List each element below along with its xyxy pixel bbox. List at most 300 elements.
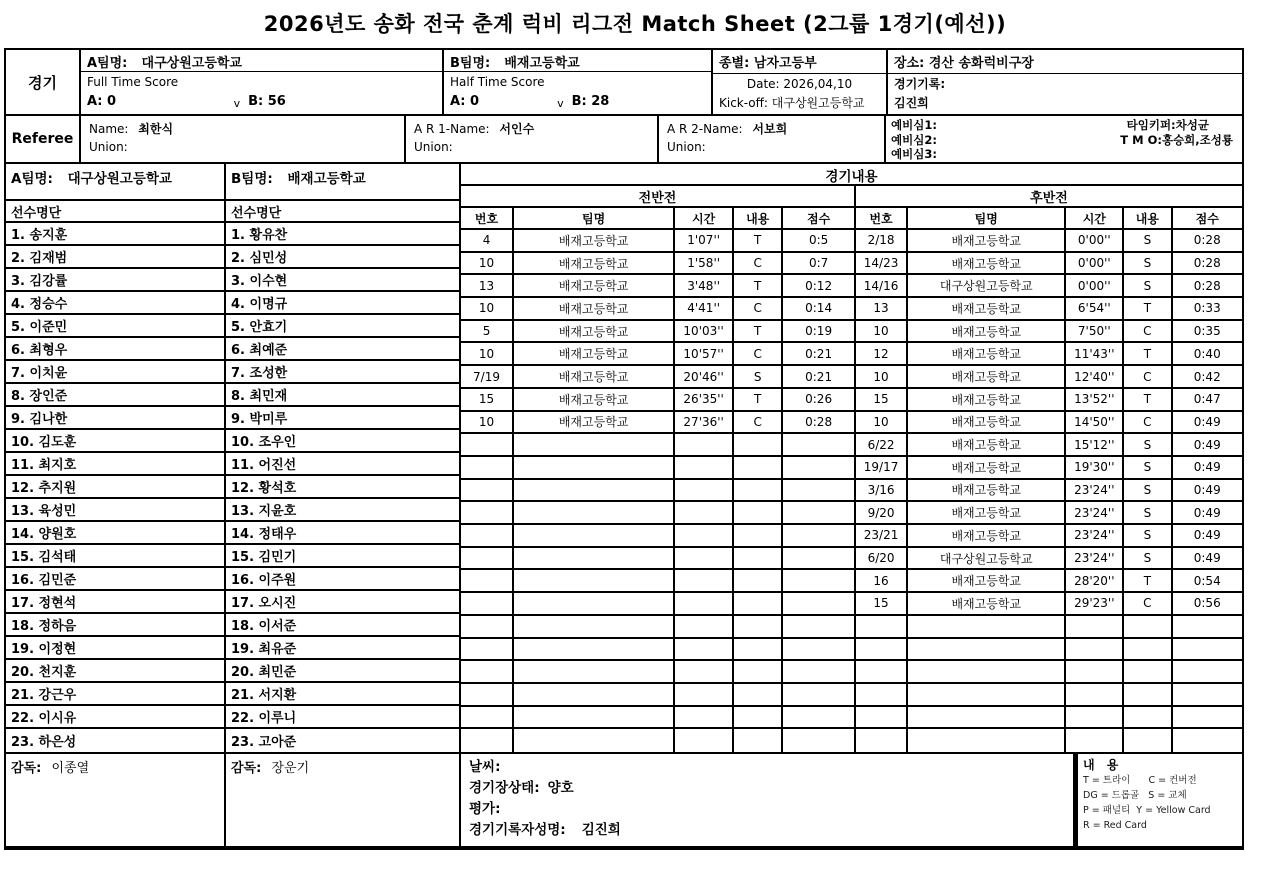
ar1-union-label: Union: [414,140,453,154]
full-time-score [87,92,436,113]
match-event-cell [783,570,854,591]
match-event-row [461,502,854,525]
match-event-cell [514,707,675,728]
half-time-a: A: 0 [450,94,480,109]
match-event-cell [461,548,514,569]
match-event-cell: 0:47 [1193,392,1221,407]
evaluation-line: 평가: [469,801,501,817]
match-event-row [461,230,854,253]
match-event-cell: 0:54 [1193,573,1221,588]
match-event-cell [1173,639,1242,660]
match-event-cell: T [734,275,783,296]
match-event-cell: 10'03'' [675,321,734,342]
roster-team-a [6,164,226,752]
match-event-cell: 4'41'' [675,298,734,319]
match-event-cell: 27'36'' [675,412,734,433]
match-event-cell: 29'23'' [1066,593,1124,614]
match-event-cell: 2/18 [856,230,908,251]
match-event-cell [1066,707,1124,728]
player-row: 14. 정태우 [226,522,459,545]
match-event-cell: 10 [461,343,514,364]
match-event-row [461,639,854,662]
match-event-cell [783,684,854,705]
match-event-row [461,616,854,639]
roster-team-b [226,164,461,752]
match-event-cell [675,684,734,705]
field-condition-line [469,778,1065,799]
match-event-cell: 13'52'' [1066,389,1124,410]
match-event-cell: 15 [856,389,908,410]
match-event-cell: 3/16 [856,480,908,501]
match-event-cell: C [734,343,783,364]
coach-a-name: 이종열 [51,761,90,776]
match-event-row [461,253,854,276]
ar2-name: 서보희 [752,122,788,136]
full-time-b: B: 56 [248,94,286,109]
player-row: 22. 이루니 [226,706,459,729]
reserve-ref-3-label: 예비심3: [891,147,937,161]
match-event-cell [856,729,908,752]
match-event-cell [461,570,514,591]
match-event-row [461,707,854,730]
player-row: 4. 정승수 [6,292,224,315]
match-event-cell: 0:42 [1193,369,1221,384]
match-event-cell [461,684,514,705]
match-event-cell [514,548,675,569]
match-event-cell [675,525,734,546]
match-event-cell: 배재고등학교 [514,343,675,364]
match-event-cell: 23'24'' [1066,525,1124,546]
coach-a-label: 감독: [11,761,42,776]
match-event-cell: 대구상원고등학교 [908,548,1066,569]
match-event-cell: 배재고등학교 [908,366,1066,387]
match-event-cell: 0:35 [1193,324,1221,339]
match-event-cell: C [1124,366,1172,387]
match-event-cell: 배재고등학교 [908,298,1066,319]
match-event-cell: 7'50'' [1066,321,1124,342]
reserve-ref-1-label: 예비심1: [891,118,937,132]
match-event-cell [461,729,514,752]
match-event-cell [783,661,854,682]
match-event-row [461,275,854,298]
weather-line: 날씨: [469,759,501,775]
match-event-cell: 10 [461,253,514,274]
match-event-cell [783,457,854,478]
match-event-cell [856,616,908,637]
match-event-cell [908,616,1066,637]
reserve-ref-2-label: 예비심2: [891,132,937,147]
ar2-cell [659,116,886,162]
match-event-row [856,366,1242,389]
coach-b-cell [226,754,461,846]
recorder-block [888,74,1242,114]
player-row: 5. 이준민 [6,315,224,338]
match-event-cell: S [734,366,783,387]
player-row: 19. 이정현 [6,637,224,660]
player-row: 3. 김강률 [6,269,224,292]
match-event-cell: 7/19 [461,366,514,387]
player-row: 3. 이수현 [226,269,459,292]
player-row: 8. 최민재 [226,384,459,407]
player-row: 16. 이주원 [226,568,459,591]
match-event-cell [783,729,854,752]
coach-b-name: 장운기 [271,761,310,776]
page-title: 2026년도 송화 전국 춘계 럭비 리그전 Match Sheet (2그룹 1경기(예선)) [263,12,1007,36]
player-row: 21. 강근우 [6,683,224,706]
match-event-cell: 대구상원고등학교 [908,275,1066,296]
match-event-row [856,321,1242,344]
player-row: 17. 오시진 [226,591,459,614]
player-row: 7. 이치윤 [6,361,224,384]
match-event-cell: 11'43'' [1066,343,1124,364]
reserve-ref-2 [891,133,1237,148]
match-event-cell [461,434,514,455]
match-event-cell [1124,661,1172,682]
match-event-cell [908,707,1066,728]
player-row: 21. 서지환 [226,683,459,706]
match-content-title: 경기내용 [461,164,1242,186]
match-event-cell: 0:28 [1193,278,1221,293]
match-event-cell [1173,661,1242,682]
player-row: 19. 최유준 [226,637,459,660]
player-row: 8. 장인준 [6,384,224,407]
player-row: 17. 정현석 [6,591,224,614]
recorder-signature-line [469,820,1065,841]
match-event-cell: 19/17 [856,457,908,478]
match-event-cell [461,639,514,660]
match-event-cell: C [734,298,783,319]
player-row: 18. 정하음 [6,614,224,637]
roster-b-list-header: 선수명단 [226,201,459,223]
match-event-cell: 14/23 [856,253,908,274]
match-event-cell [734,525,783,546]
legend-lines [1083,773,1237,833]
ar2-label: A R 2-Name: [667,122,743,136]
full-time-score-block [81,72,442,114]
match-event-cell: 배재고등학교 [908,253,1066,274]
match-event-cell [734,457,783,478]
match-event-cell [514,480,675,501]
match-event-cell [461,502,514,523]
player-row: 11. 최지호 [6,453,224,476]
match-event-row [856,253,1242,276]
team-b-name-line [444,50,711,72]
match-event-cell [514,525,675,546]
match-event-cell: T [1124,389,1172,410]
player-row: 20. 천지훈 [6,660,224,683]
player-row: 5. 안효기 [226,315,459,338]
match-event-cell: C [734,412,783,433]
referee-name-label: Name: [89,122,129,136]
first-half-title: 전반전 [461,186,854,208]
match-event-cell: 26'35'' [675,389,734,410]
match-event-row [856,343,1242,366]
match-event-cell [1173,707,1242,728]
ar1-name: 서인수 [499,122,535,136]
full-time-a: A: 0 [87,94,117,109]
match-event-cell: S [1124,275,1172,296]
match-event-cell: S [1124,480,1172,501]
match-event-cell [514,434,675,455]
match-event-cell: 15 [856,593,908,614]
match-event-cell [514,502,675,523]
match-event-cell: 6'54'' [1066,298,1124,319]
match-event-cell: C [734,253,783,274]
roster-b-rows [226,223,459,752]
match-event-cell [1173,729,1242,752]
coach-a-cell [6,754,226,846]
match-event-cell: 배재고등학교 [908,570,1066,591]
team-a-label: A팀명: [87,56,128,71]
match-event-row [461,343,854,366]
match-event-cell: 배재고등학교 [908,389,1066,410]
roster-a-label: A팀명: [11,171,53,187]
match-event-row [856,707,1242,730]
match-event-cell: 9/20 [856,502,908,523]
match-event-cell: 0:26 [805,392,833,407]
match-event-row [856,639,1242,662]
timekeeper: 타임키퍼:차성균 [1126,118,1209,132]
team-b-header-cell [444,50,713,114]
match-event-cell: 14/16 [856,275,908,296]
match-event-cell: 1'58'' [675,253,734,274]
match-event-cell: 15'12'' [1066,434,1124,455]
team-b-label: B팀명: [450,56,491,71]
match-event-cell [514,570,675,591]
match-event-row [461,412,854,435]
col-header-type: 내용 [1124,208,1172,228]
match-event-cell [514,593,675,614]
roster-a-title [6,164,224,201]
match-event-cell [783,434,854,455]
col-header-number: 번호 [856,208,908,228]
match-event-cell: C [1124,593,1172,614]
match-event-cell [675,434,734,455]
match-event-cell [514,639,675,660]
half-time-score [450,92,705,113]
match-event-cell: T [734,389,783,410]
match-event-cell [675,661,734,682]
team-b-name: 배재고등학교 [504,56,580,71]
match-event-cell: 배재고등학교 [908,434,1066,455]
match-event-cell: 배재고등학교 [908,412,1066,433]
match-event-cell [734,434,783,455]
match-event-cell: 0:19 [805,324,833,339]
main-section [6,164,1242,754]
recorder-label: 경기기록: [894,77,946,91]
referee-name: 최한식 [138,122,174,136]
roster-b-label: B팀명: [231,171,273,187]
category: 종별: 남자고등부 [713,50,886,74]
match-event-cell [675,570,734,591]
match-event-cell: 12 [856,343,908,364]
match-event-cell [514,457,675,478]
match-event-cell [856,707,908,728]
match-event-cell: 0'00'' [1066,230,1124,251]
team-a-header-cell [81,50,444,114]
match-event-row [856,548,1242,571]
reserve-ref-3 [891,147,1237,162]
col-header-time: 시간 [1066,208,1124,228]
match-event-cell [675,548,734,569]
match-event-cell [734,616,783,637]
match-event-row [461,389,854,412]
match-event-cell: 0:28 [1193,233,1221,248]
match-event-row [856,570,1242,593]
match-event-cell [783,616,854,637]
ar2-union-label: Union: [667,140,706,154]
match-event-cell [734,661,783,682]
field-condition-value: 양호 [547,780,574,796]
match-event-row [856,412,1242,435]
match-label: 경기 [6,50,81,114]
match-event-cell: 0:21 [805,346,833,361]
header-row-match [6,50,1242,116]
match-event-cell [461,616,514,637]
player-row: 1. 황유찬 [226,223,459,246]
match-event-cell: 0:5 [808,233,829,248]
match-event-cell: 0'00'' [1066,275,1124,296]
match-event-cell: 배재고등학교 [908,321,1066,342]
match-event-cell: 배재고등학교 [514,253,675,274]
match-event-row [461,480,854,503]
match-event-cell [734,684,783,705]
match-event-cell: 0:7 [808,256,829,271]
match-event-cell: 배재고등학교 [514,366,675,387]
half-time-b: B: 28 [571,94,610,109]
match-event-cell: S [1124,253,1172,274]
match-event-cell [514,661,675,682]
match-event-cell [783,593,854,614]
match-event-cell [783,502,854,523]
match-event-cell [1066,661,1124,682]
match-event-cell: 배재고등학교 [514,298,675,319]
match-event-cell: 배재고등학교 [514,230,675,251]
match-event-cell [675,639,734,660]
player-row: 10. 조우인 [226,430,459,453]
field-condition-label: 경기장상태: [469,780,540,796]
match-event-row [856,661,1242,684]
match-event-cell: 20'46'' [675,366,734,387]
half-time-label: Half Time Score [450,75,545,89]
col-header-score: 점수 [807,211,831,226]
player-row: 9. 박미루 [226,407,459,430]
match-event-cell [514,684,675,705]
match-event-cell: 3'48'' [675,275,734,296]
recorder-name: 김진희 [894,96,929,110]
match-event-cell: 배재고등학교 [514,412,675,433]
match-event-cell: T [734,230,783,251]
match-event-cell: T [1124,570,1172,591]
full-time-label: Full Time Score [87,75,179,89]
ar1-label: A R 1-Name: [414,122,490,136]
match-event-cell: 0'00'' [1066,253,1124,274]
legend-line: P = 패널티 Y = Yellow Card [1083,805,1211,816]
col-header-number: 번호 [461,208,514,228]
match-event-cell [908,729,1066,752]
match-event-cell: 28'20'' [1066,570,1124,591]
match-event-cell: 배재고등학교 [908,525,1066,546]
player-row: 7. 조성한 [226,361,459,384]
match-event-cell: 0:56 [1193,596,1221,611]
player-row: 18. 이서준 [226,614,459,637]
match-event-row [461,684,854,707]
player-row: 22. 이시유 [6,706,224,729]
match-event-cell: 10 [461,298,514,319]
match-event-cell [461,525,514,546]
match-event-cell [734,729,783,752]
first-half-section [461,186,856,752]
match-event-cell: 6/22 [856,434,908,455]
roster-a-name: 대구상원고등학교 [67,171,172,187]
match-event-cell [1124,684,1172,705]
match-event-cell [461,593,514,614]
match-event-cell: 14'50'' [1066,412,1124,433]
match-event-cell: 0:49 [1193,414,1221,429]
match-event-cell [461,661,514,682]
match-event-cell: 0:12 [805,278,833,293]
match-event-cell [1124,616,1172,637]
tmo: T M O:홍승희,조성룡 [1120,132,1233,147]
ar1-cell [406,116,659,162]
player-row: 9. 김나한 [6,407,224,430]
match-event-cell: 0:28 [805,414,833,429]
reserve-referees-cell [886,116,1242,162]
match-event-row [856,684,1242,707]
category-cell [713,50,888,114]
match-event-cell: 13 [856,298,908,319]
match-content [461,164,1242,752]
match-event-cell [734,548,783,569]
legend-line: T = 트라이 C = 컨버전 [1083,775,1197,786]
half-time-score-block [444,72,711,114]
match-event-cell: 배재고등학교 [908,502,1066,523]
player-row: 11. 어진선 [226,453,459,476]
venue: 장소: 경산 송화럭비구장 [888,50,1242,74]
first-half-columns [461,208,854,230]
legend-line: DG = 드롭골 S = 교체 [1083,790,1187,801]
match-event-cell [675,480,734,501]
match-event-cell: 23'24'' [1066,548,1124,569]
match-event-cell: 19'30'' [1066,457,1124,478]
match-event-row [856,434,1242,457]
match-event-cell [675,502,734,523]
kickoff: Kick-off: 대구상원고등학교 [719,96,865,110]
match-event-cell [783,707,854,728]
first-half-rows [461,230,854,752]
col-header-time: 시간 [675,208,734,228]
match-event-cell: 0:49 [1193,482,1221,497]
second-half-columns [856,208,1242,230]
match-notes-cell [461,754,1075,846]
player-row: 23. 하은성 [11,735,77,750]
player-row: 2. 김재범 [6,246,224,269]
bottom-section [6,754,1242,846]
match-event-cell: T [1124,343,1172,364]
match-event-cell: 0:49 [1193,551,1221,566]
match-event-row [461,570,854,593]
match-event-cell: 1'07'' [675,230,734,251]
reserve-ref-3-value [937,147,1237,162]
match-event-cell: 23'24'' [1066,502,1124,523]
match-event-cell [461,457,514,478]
match-event-cell: 0:40 [1193,346,1221,361]
referee-label: Referee [6,116,81,162]
match-event-row [461,434,854,457]
match-event-cell [1173,616,1242,637]
match-event-cell [675,707,734,728]
match-event-cell [1066,639,1124,660]
